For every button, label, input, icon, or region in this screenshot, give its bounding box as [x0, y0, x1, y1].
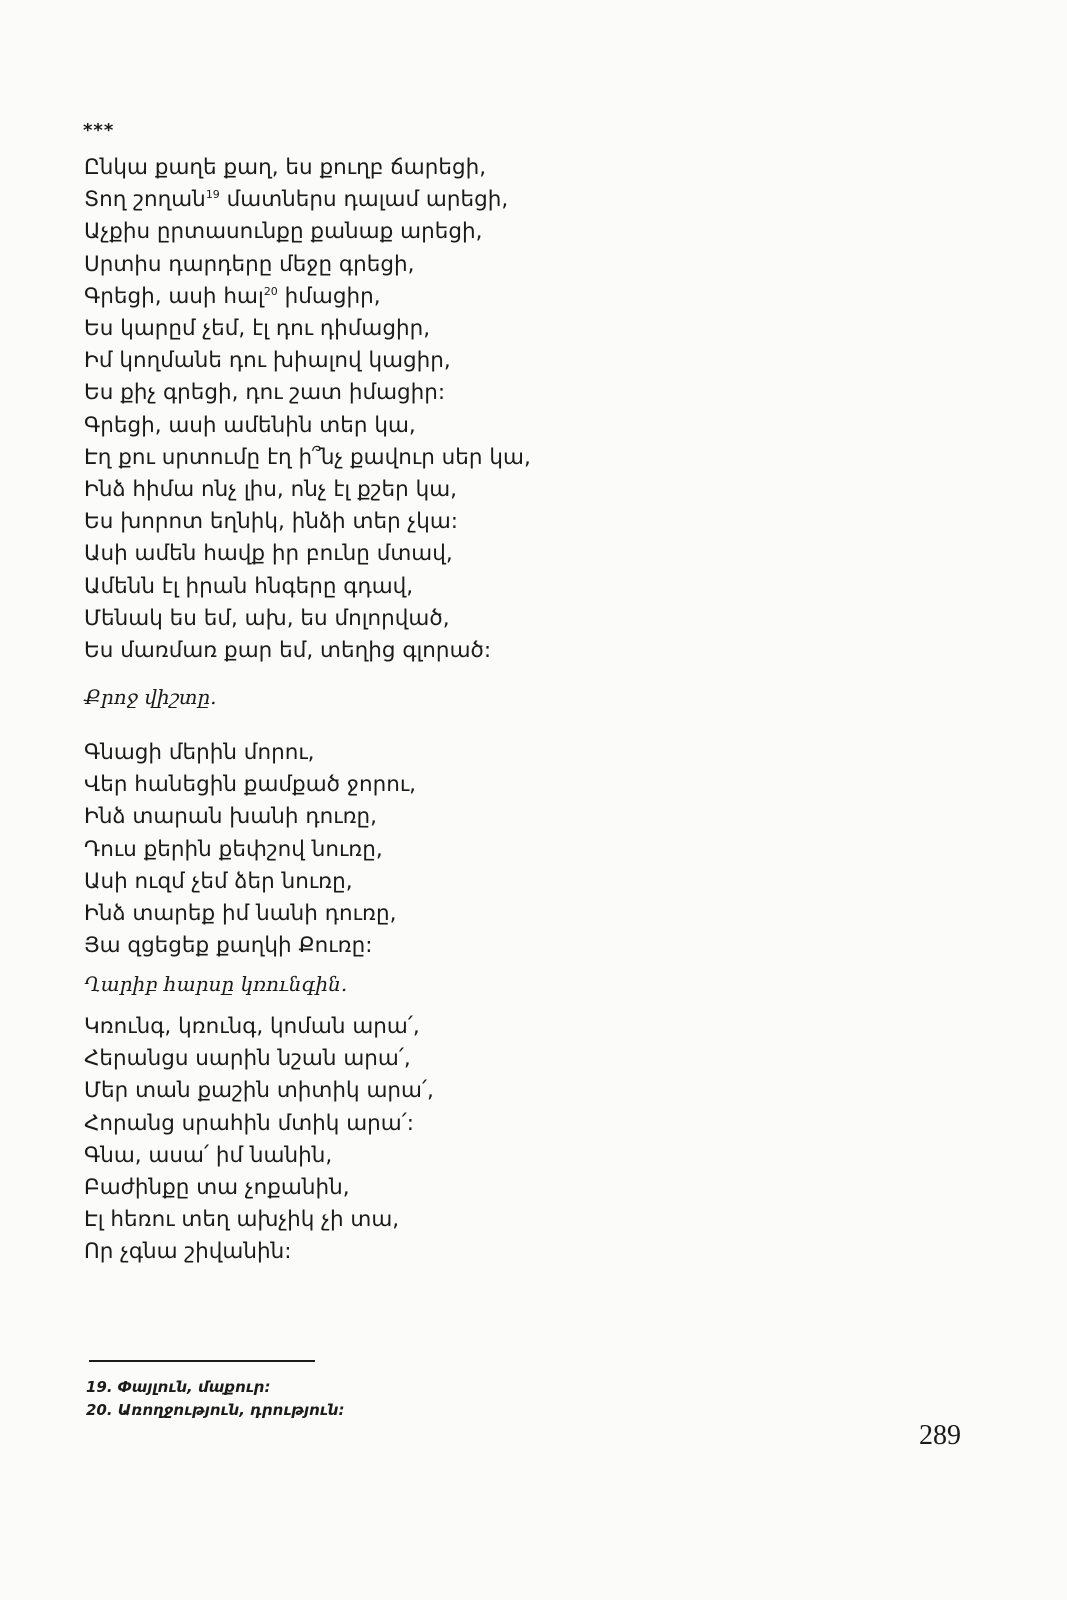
poem-line: Իմ կողմանե դու խիալով կացիր,: [84, 348, 451, 374]
poem-line: Ինձ տարեք իմ նանի դուռը,: [84, 901, 397, 927]
poem-1: [84, 152, 531, 667]
poem-line: Տող շողան$^{19}$ մատներս դալամ արեցի,: [84, 187, 509, 213]
poem-line: Հորանց սրահին մտիկ արա՛:: [84, 1110, 415, 1136]
poem-line: Գնա, ասա՛ իմ նանին,: [84, 1142, 333, 1168]
poem-line: Ասի ամեն հավք իր բունը մտավ,: [84, 541, 453, 567]
poem-3-title: Ղարիբ հարսը կռունգին.: [84, 972, 348, 996]
poem-line: Դուս քերին քեփշով նուռը,: [84, 836, 383, 862]
page-number: 289: [919, 1420, 961, 1451]
poem-2: [84, 737, 416, 962]
poem-line: Աչքիս ըրտասունքը քանաք արեցի,: [84, 219, 483, 245]
poem-line: Մենակ ես եմ, ախ, ես մոլորված,: [84, 605, 450, 631]
poem-line: Որ չգնա շիվանին:: [84, 1239, 292, 1265]
poem-line: Էղ քու սրտումը էղ ի՞նչ քավուր սեր կա,: [84, 444, 531, 470]
poem-line: Գրեցի, ասի ամենին տեր կա,: [84, 412, 416, 438]
footnote-ref: 19: [205, 188, 220, 202]
poem-line: Գնացի մերին մորու,: [84, 740, 315, 765]
poem-line: Գրեցի, ասի հալ$^{20}$ իմացիր,: [84, 283, 381, 309]
poem-line: Ասի ուզմ չեմ ձեր նուռը,: [84, 868, 353, 894]
poem-line: Մեր տան քաշին տիտիկ արա՛,: [84, 1078, 434, 1104]
section-separator: ***: [83, 120, 115, 141]
poem-line: Յա զցեցեք քաղկի Քուռը:: [84, 933, 373, 959]
poem-2-title: Քրոջ վիշտը.: [84, 685, 217, 709]
poem-line: Ես կարըմ չեմ, էլ դու դիմացիր,: [84, 316, 431, 342]
poem-line: Սրտիս դարդերը մեջը գրեցի,: [84, 251, 415, 277]
poem-line: Բաժինքը տա չոքանին,: [84, 1175, 350, 1201]
footnote-ref: 20: [263, 284, 278, 298]
poem-line: Վեր հանեցին քամքած ջորու,: [84, 772, 417, 798]
footnote-item: 19. Փայլուն, մաքուր:: [86, 1378, 271, 1396]
footnote-divider: [89, 1360, 315, 1362]
footnote-item: 20. Առողջություն, դրություն:: [86, 1401, 345, 1419]
poem-line: Հերանցս սարին նշան արա՛,: [84, 1046, 411, 1072]
poem-line: Ինձ տարան խանի դուռը,: [84, 804, 378, 830]
poem-line: Ամենն էլ իրան հնգերը գդավ,: [84, 573, 414, 599]
poem-line: Կռունգ, կռունգ, կոման արա՛,: [84, 1014, 420, 1039]
footnotes: [86, 1376, 345, 1422]
poem-line: Ընկա քաղե քաղ, ես քուղբ ճարեցի,: [84, 155, 487, 180]
poem-3: [84, 1011, 434, 1269]
poem-line: Էլ հեռու տեղ ախչիկ չի տա,: [84, 1207, 400, 1233]
poem-line: Ես մառմառ քար եմ, տեղից գլորած:: [84, 638, 492, 664]
poem-line: Ինձ հիմա ոնչ լիս, ոնչ էլ քշեր կա,: [84, 477, 457, 503]
poem-line: Ես քիչ գրեցի, դու շատ իմացիր:: [84, 380, 446, 406]
poem-line: Ես խորոտ եղնիկ, ինձի տեր չկա:: [84, 509, 459, 535]
